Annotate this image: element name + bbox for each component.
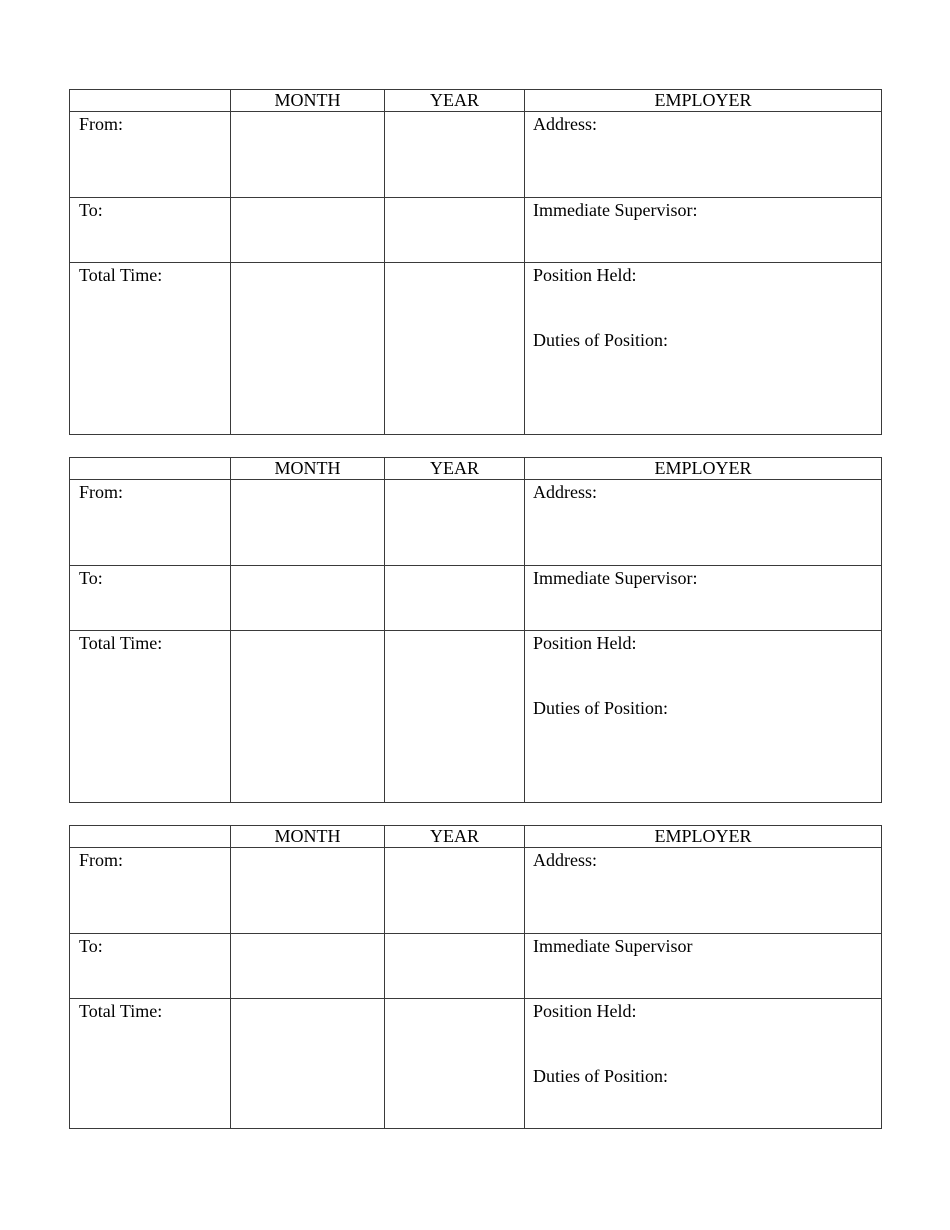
month-header: MONTH xyxy=(231,826,385,848)
position-held-label: Position Held: xyxy=(533,1001,637,1021)
total-time-label: Total Time: xyxy=(70,263,231,435)
blank-header-cell xyxy=(70,458,231,480)
position-duties-field[interactable] xyxy=(525,631,882,803)
total-time-row xyxy=(70,999,882,1129)
supervisor-label: Immediate Supervisor: xyxy=(533,568,698,588)
from-label: From: xyxy=(70,112,231,198)
blank-header-cell xyxy=(70,826,231,848)
employment-block-2 xyxy=(69,457,882,803)
address-field[interactable] xyxy=(525,112,882,198)
to-row xyxy=(70,566,882,631)
year-header: YEAR xyxy=(385,458,525,480)
year-header: YEAR xyxy=(385,90,525,112)
to-month-field[interactable] xyxy=(231,566,385,631)
total-time-label: Total Time: xyxy=(70,631,231,803)
header-row xyxy=(70,458,882,480)
total-time-year-field[interactable] xyxy=(385,631,525,803)
from-month-field[interactable] xyxy=(231,112,385,198)
duties-label: Duties of Position: xyxy=(533,330,669,350)
to-label: To: xyxy=(70,198,231,263)
employer-header: EMPLOYER xyxy=(525,90,882,112)
from-row xyxy=(70,112,882,198)
to-label: To: xyxy=(70,566,231,631)
address-label: Address: xyxy=(533,114,597,134)
to-row xyxy=(70,934,882,999)
to-month-field[interactable] xyxy=(231,934,385,999)
header-row xyxy=(70,826,882,848)
month-header: MONTH xyxy=(231,90,385,112)
position-duties-field[interactable] xyxy=(525,263,882,435)
supervisor-field[interactable] xyxy=(525,566,882,631)
total-time-month-field[interactable] xyxy=(231,631,385,803)
supervisor-label: Immediate Supervisor xyxy=(533,936,693,956)
total-time-row xyxy=(70,631,882,803)
total-time-year-field[interactable] xyxy=(385,263,525,435)
position-held-label: Position Held: xyxy=(533,265,637,285)
from-month-field[interactable] xyxy=(231,848,385,934)
employment-block-1 xyxy=(69,89,882,435)
address-label: Address: xyxy=(533,482,597,502)
to-label: To: xyxy=(70,934,231,999)
duties-label: Duties of Position: xyxy=(533,698,669,718)
to-row xyxy=(70,198,882,263)
to-year-field[interactable] xyxy=(385,566,525,631)
position-held-label: Position Held: xyxy=(533,633,637,653)
to-year-field[interactable] xyxy=(385,198,525,263)
total-time-month-field[interactable] xyxy=(231,263,385,435)
total-time-row xyxy=(70,263,882,435)
duties-label: Duties of Position: xyxy=(533,1066,669,1086)
supervisor-field[interactable] xyxy=(525,198,882,263)
from-year-field[interactable] xyxy=(385,848,525,934)
from-month-field[interactable] xyxy=(231,480,385,566)
to-year-field[interactable] xyxy=(385,934,525,999)
address-field[interactable] xyxy=(525,480,882,566)
total-time-month-field[interactable] xyxy=(231,999,385,1129)
employer-header: EMPLOYER xyxy=(525,826,882,848)
from-label: From: xyxy=(70,480,231,566)
blank-header-cell xyxy=(70,90,231,112)
supervisor-label: Immediate Supervisor: xyxy=(533,200,698,220)
total-time-year-field[interactable] xyxy=(385,999,525,1129)
address-label: Address: xyxy=(533,850,597,870)
position-duties-field[interactable] xyxy=(525,999,882,1129)
from-row xyxy=(70,480,882,566)
address-field[interactable] xyxy=(525,848,882,934)
total-time-label: Total Time: xyxy=(70,999,231,1129)
year-header: YEAR xyxy=(385,826,525,848)
to-month-field[interactable] xyxy=(231,198,385,263)
from-year-field[interactable] xyxy=(385,112,525,198)
supervisor-field[interactable] xyxy=(525,934,882,999)
employment-block-3 xyxy=(69,825,882,1129)
from-label: From: xyxy=(70,848,231,934)
header-row xyxy=(70,90,882,112)
from-row xyxy=(70,848,882,934)
from-year-field[interactable] xyxy=(385,480,525,566)
month-header: MONTH xyxy=(231,458,385,480)
employer-header: EMPLOYER xyxy=(525,458,882,480)
